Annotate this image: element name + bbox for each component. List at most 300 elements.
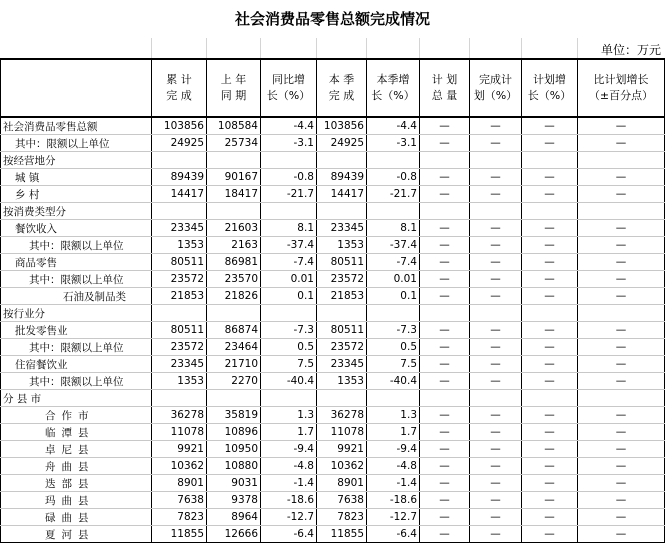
- table-row: [1, 407, 665, 424]
- dash-cell: —: [470, 509, 522, 526]
- table-row: [1, 339, 665, 356]
- dash-cell: [578, 390, 665, 407]
- table-cell: 1.3: [261, 407, 317, 424]
- table-cell: 24925: [317, 135, 367, 152]
- dash-cell: —: [578, 135, 665, 152]
- grid-line: [419, 38, 420, 58]
- dash-cell: —: [522, 288, 578, 305]
- dash-cell: —: [470, 458, 522, 475]
- dash-cell: [420, 203, 470, 220]
- table-cell: 18417: [207, 186, 261, 203]
- row-label: 商品零售: [1, 254, 152, 271]
- table-row: [1, 424, 665, 441]
- dash-cell: —: [522, 526, 578, 543]
- table-cell: 9921: [152, 441, 207, 458]
- dash-cell: [522, 203, 578, 220]
- dash-cell: —: [578, 492, 665, 509]
- row-label: 餐饮收入: [1, 220, 152, 237]
- table-cell: 23345: [152, 220, 207, 237]
- dash-cell: —: [578, 169, 665, 186]
- page-title: 社会消费品零售总额完成情况: [234, 10, 430, 28]
- column-header-line: 上 年: [220, 73, 247, 86]
- dash-cell: [420, 152, 470, 169]
- table-cell: 8901: [152, 475, 207, 492]
- row-label: 舟曲县: [1, 458, 152, 475]
- dash-cell: [420, 305, 470, 322]
- table-cell: -7.3: [367, 322, 420, 339]
- dash-cell: —: [522, 458, 578, 475]
- table-cell: 1.7: [261, 424, 317, 441]
- dash-cell: —: [522, 169, 578, 186]
- table-cell: 1353: [317, 237, 367, 254]
- table-row: [1, 458, 665, 475]
- table-cell: -9.4: [367, 441, 420, 458]
- dash-cell: —: [578, 271, 665, 288]
- dash-cell: —: [470, 186, 522, 203]
- table-cell: 0.5: [261, 339, 317, 356]
- dash-cell: —: [420, 441, 470, 458]
- table-row: [1, 271, 665, 288]
- table-cell: [207, 203, 261, 220]
- table-cell: [207, 305, 261, 322]
- column-header-line: 累 计: [166, 73, 192, 86]
- table-cell: -18.6: [261, 492, 317, 509]
- column-header-line: 计划增: [533, 73, 566, 86]
- column-header-line: 本 季: [328, 73, 355, 86]
- column-header-line: 同 期: [220, 89, 247, 102]
- dash-cell: —: [522, 373, 578, 390]
- dash-cell: —: [522, 135, 578, 152]
- table-body: [1, 117, 665, 543]
- table-cell: -6.4: [261, 526, 317, 543]
- table-cell: 86981: [207, 254, 261, 271]
- dash-cell: —: [578, 526, 665, 543]
- dash-cell: —: [522, 254, 578, 271]
- table-cell: [317, 152, 367, 169]
- table-cell: 9031: [207, 475, 261, 492]
- table-cell: 24925: [152, 135, 207, 152]
- dash-cell: —: [420, 254, 470, 271]
- row-label: 玛曲县: [1, 492, 152, 509]
- table-cell: -7.3: [261, 322, 317, 339]
- row-label: 分 县 市: [1, 390, 152, 407]
- table-cell: -6.4: [367, 526, 420, 543]
- dash-cell: —: [470, 220, 522, 237]
- table-cell: 1.7: [367, 424, 420, 441]
- table-cell: -4.4: [261, 117, 317, 135]
- table-row: [1, 390, 665, 407]
- dash-cell: —: [420, 407, 470, 424]
- table-cell: 10896: [207, 424, 261, 441]
- dash-cell: —: [522, 322, 578, 339]
- table-cell: -40.4: [261, 373, 317, 390]
- row-label: 住宿餐饮业: [1, 356, 152, 373]
- table-cell: [317, 305, 367, 322]
- dash-cell: —: [470, 526, 522, 543]
- table-cell: [261, 152, 317, 169]
- dash-cell: —: [470, 339, 522, 356]
- table-row: [1, 305, 665, 322]
- dash-cell: —: [420, 322, 470, 339]
- dash-cell: —: [578, 322, 665, 339]
- dash-cell: —: [522, 492, 578, 509]
- dash-cell: —: [578, 458, 665, 475]
- table-row: [1, 117, 665, 135]
- table-row: [1, 254, 665, 271]
- table-row: [1, 203, 665, 220]
- grid-line: [577, 38, 578, 58]
- dash-cell: —: [522, 237, 578, 254]
- row-label: 按行业分: [1, 305, 152, 322]
- table-row: [1, 526, 665, 543]
- dash-cell: —: [420, 339, 470, 356]
- table-cell: 25734: [207, 135, 261, 152]
- grid-line: [469, 38, 470, 58]
- dash-cell: —: [578, 288, 665, 305]
- table-cell: 86874: [207, 322, 261, 339]
- table-cell: 21826: [207, 288, 261, 305]
- row-label: 石油及制品类: [1, 288, 152, 305]
- table-cell: 8964: [207, 509, 261, 526]
- dash-cell: —: [470, 407, 522, 424]
- table-cell: [317, 390, 367, 407]
- table-cell: 80511: [152, 254, 207, 271]
- dash-cell: [522, 305, 578, 322]
- table-cell: -4.8: [261, 458, 317, 475]
- table-cell: 10362: [152, 458, 207, 475]
- dash-cell: —: [578, 237, 665, 254]
- table-cell: 108584: [207, 117, 261, 135]
- dash-cell: —: [578, 220, 665, 237]
- table-cell: 36278: [317, 407, 367, 424]
- column-header: [367, 59, 420, 117]
- row-label: 批发零售业: [1, 322, 152, 339]
- grid-line: [316, 38, 317, 58]
- dash-cell: —: [420, 169, 470, 186]
- table-cell: 7823: [317, 509, 367, 526]
- row-label: 夏河县: [1, 526, 152, 543]
- dash-cell: —: [578, 373, 665, 390]
- dash-cell: —: [578, 475, 665, 492]
- table-row: [1, 373, 665, 390]
- table-cell: 10362: [317, 458, 367, 475]
- table-cell: 23572: [152, 339, 207, 356]
- table-cell: [367, 203, 420, 220]
- column-header-line: 总 量: [431, 89, 458, 102]
- dash-cell: —: [420, 509, 470, 526]
- dash-cell: [522, 152, 578, 169]
- table-cell: -12.7: [367, 509, 420, 526]
- row-label: 其中：限额以上单位: [1, 373, 152, 390]
- table-row: [1, 169, 665, 186]
- table-cell: 0.01: [367, 271, 420, 288]
- unit-label: 单位：万元: [600, 43, 661, 57]
- dash-cell: —: [420, 373, 470, 390]
- table-cell: [317, 203, 367, 220]
- dash-cell: —: [420, 271, 470, 288]
- dash-cell: —: [420, 424, 470, 441]
- table-cell: 7.5: [367, 356, 420, 373]
- row-label: 合作市: [1, 407, 152, 424]
- table-cell: 23345: [317, 220, 367, 237]
- table-row: [1, 135, 665, 152]
- table-cell: -1.4: [261, 475, 317, 492]
- column-header: [420, 59, 470, 117]
- row-label: 临潭县: [1, 424, 152, 441]
- dash-cell: —: [578, 441, 665, 458]
- table-cell: 7638: [152, 492, 207, 509]
- column-header: [317, 59, 367, 117]
- table-cell: 2270: [207, 373, 261, 390]
- dash-cell: —: [420, 237, 470, 254]
- table-cell: 10950: [207, 441, 261, 458]
- dash-cell: —: [522, 475, 578, 492]
- column-header-line: 本季增: [376, 73, 410, 86]
- dash-cell: —: [420, 117, 470, 135]
- dash-cell: —: [578, 339, 665, 356]
- table-cell: 14417: [152, 186, 207, 203]
- column-header: [152, 59, 207, 117]
- table-cell: 7638: [317, 492, 367, 509]
- column-header-line: 完 成: [328, 89, 355, 102]
- table-header: [1, 59, 665, 117]
- row-label: 卓尼县: [1, 441, 152, 458]
- dash-cell: —: [420, 186, 470, 203]
- column-header: [522, 59, 578, 117]
- table-cell: 35819: [207, 407, 261, 424]
- dash-cell: —: [420, 220, 470, 237]
- dash-cell: —: [522, 509, 578, 526]
- sales-table: [0, 58, 665, 543]
- dash-cell: [470, 203, 522, 220]
- table-cell: 8.1: [367, 220, 420, 237]
- table-cell: 8.1: [261, 220, 317, 237]
- row-label: 按经营地分: [1, 152, 152, 169]
- dash-cell: —: [470, 373, 522, 390]
- table-cell: 11078: [317, 424, 367, 441]
- dash-cell: —: [420, 356, 470, 373]
- table-cell: -4.4: [367, 117, 420, 135]
- table-cell: 0.5: [367, 339, 420, 356]
- column-header-line: 长（%）: [371, 89, 415, 102]
- table-row: [1, 237, 665, 254]
- row-label: 迭部县: [1, 475, 152, 492]
- table-cell: 23572: [317, 339, 367, 356]
- column-header-line: 完 成: [166, 89, 192, 102]
- dash-cell: [420, 390, 470, 407]
- dash-cell: —: [578, 356, 665, 373]
- table-cell: [367, 152, 420, 169]
- dash-cell: —: [470, 424, 522, 441]
- table-cell: 2163: [207, 237, 261, 254]
- dash-cell: —: [522, 424, 578, 441]
- dash-cell: —: [522, 356, 578, 373]
- dash-cell: [578, 152, 665, 169]
- table-cell: -7.4: [261, 254, 317, 271]
- row-label: 其中：限额以上单位: [1, 135, 152, 152]
- dash-cell: —: [578, 254, 665, 271]
- dash-cell: —: [470, 322, 522, 339]
- row-label: 碌曲县: [1, 509, 152, 526]
- column-header-line: 长（%）: [266, 89, 311, 102]
- table-cell: -3.1: [261, 135, 317, 152]
- dash-cell: —: [470, 288, 522, 305]
- table-cell: -37.4: [367, 237, 420, 254]
- table-cell: -21.7: [367, 186, 420, 203]
- column-header-line: 划（%）: [473, 89, 518, 102]
- table-cell: 89439: [152, 169, 207, 186]
- dash-cell: —: [470, 237, 522, 254]
- dash-cell: —: [522, 186, 578, 203]
- table-cell: 103856: [152, 117, 207, 135]
- table-cell: 11078: [152, 424, 207, 441]
- table-cell: 80511: [317, 322, 367, 339]
- dash-cell: —: [470, 441, 522, 458]
- dash-cell: —: [420, 492, 470, 509]
- table-cell: 23570: [207, 271, 261, 288]
- table-cell: -37.4: [261, 237, 317, 254]
- table-cell: 89439: [317, 169, 367, 186]
- table-cell: -4.8: [367, 458, 420, 475]
- column-header-line: 长（%）: [527, 89, 572, 102]
- table-cell: -21.7: [261, 186, 317, 203]
- table-cell: 0.1: [367, 288, 420, 305]
- column-header: [470, 59, 522, 117]
- dash-cell: —: [522, 220, 578, 237]
- table-row: [1, 186, 665, 203]
- column-header-line: 计 划: [431, 73, 458, 86]
- column-header-line: 同比增: [272, 73, 305, 86]
- dash-cell: —: [522, 271, 578, 288]
- unit-row: [0, 38, 665, 58]
- row-label: 其中：限额以上单位: [1, 271, 152, 288]
- table-cell: 12666: [207, 526, 261, 543]
- dash-cell: —: [522, 339, 578, 356]
- table-cell: [152, 305, 207, 322]
- table-cell: 21603: [207, 220, 261, 237]
- table-cell: 9378: [207, 492, 261, 509]
- table-cell: -12.7: [261, 509, 317, 526]
- table-cell: 21853: [317, 288, 367, 305]
- table-cell: 23345: [152, 356, 207, 373]
- table-cell: [152, 152, 207, 169]
- table-row: [1, 220, 665, 237]
- table-cell: 23464: [207, 339, 261, 356]
- table-cell: 11855: [317, 526, 367, 543]
- table-cell: 1353: [152, 373, 207, 390]
- table-cell: [261, 390, 317, 407]
- table-row: [1, 356, 665, 373]
- table-cell: -1.4: [367, 475, 420, 492]
- dash-cell: —: [420, 135, 470, 152]
- table-cell: 23572: [317, 271, 367, 288]
- row-label: 社会消费品零售总额: [1, 117, 152, 135]
- dash-cell: —: [420, 526, 470, 543]
- dash-cell: —: [420, 458, 470, 475]
- dash-cell: —: [420, 475, 470, 492]
- dash-cell: —: [522, 441, 578, 458]
- table-cell: 21710: [207, 356, 261, 373]
- table-cell: [367, 305, 420, 322]
- table-cell: -7.4: [367, 254, 420, 271]
- table-cell: 103856: [317, 117, 367, 135]
- grid-line: [260, 38, 261, 58]
- dash-cell: [470, 305, 522, 322]
- table-cell: -0.8: [261, 169, 317, 186]
- dash-cell: —: [522, 407, 578, 424]
- column-header: [1, 59, 152, 117]
- dash-cell: [470, 152, 522, 169]
- table-row: [1, 509, 665, 526]
- dash-cell: [578, 305, 665, 322]
- column-header: [578, 59, 665, 117]
- row-label: 其中：限额以上单位: [1, 339, 152, 356]
- column-header-line: 比计划增长: [593, 73, 649, 86]
- dash-cell: —: [578, 407, 665, 424]
- column-header-line: 完成计: [479, 73, 512, 86]
- table-cell: 1353: [317, 373, 367, 390]
- dash-cell: —: [420, 288, 470, 305]
- dash-cell: —: [578, 509, 665, 526]
- dash-cell: —: [522, 117, 578, 135]
- table-cell: -18.6: [367, 492, 420, 509]
- dash-cell: [470, 390, 522, 407]
- table-cell: 7823: [152, 509, 207, 526]
- dash-cell: —: [470, 254, 522, 271]
- table-cell: 90167: [207, 169, 261, 186]
- dash-cell: —: [470, 492, 522, 509]
- table-cell: -3.1: [367, 135, 420, 152]
- column-header: [261, 59, 317, 117]
- table-cell: [261, 203, 317, 220]
- table-row: [1, 492, 665, 509]
- dash-cell: —: [578, 424, 665, 441]
- table-cell: 23572: [152, 271, 207, 288]
- table-cell: [261, 305, 317, 322]
- table-cell: 36278: [152, 407, 207, 424]
- dash-cell: —: [470, 135, 522, 152]
- table-cell: 1353: [152, 237, 207, 254]
- table-cell: 14417: [317, 186, 367, 203]
- table-cell: 7.5: [261, 356, 317, 373]
- dash-cell: —: [470, 117, 522, 135]
- table-cell: 10880: [207, 458, 261, 475]
- column-header: [207, 59, 261, 117]
- table-cell: 23345: [317, 356, 367, 373]
- table-row: [1, 441, 665, 458]
- table-cell: -0.8: [367, 169, 420, 186]
- table-cell: -9.4: [261, 441, 317, 458]
- table-cell: 9921: [317, 441, 367, 458]
- table-cell: 0.01: [261, 271, 317, 288]
- table-cell: [207, 390, 261, 407]
- table-cell: 0.1: [261, 288, 317, 305]
- table-cell: [367, 390, 420, 407]
- table-cell: 11855: [152, 526, 207, 543]
- table-row: [1, 288, 665, 305]
- table-cell: 80511: [152, 322, 207, 339]
- row-label: 城 镇: [1, 169, 152, 186]
- dash-cell: —: [578, 186, 665, 203]
- grid-line: [206, 38, 207, 58]
- dash-cell: —: [470, 475, 522, 492]
- dash-cell: —: [470, 169, 522, 186]
- table-cell: 80511: [317, 254, 367, 271]
- table-cell: 1.3: [367, 407, 420, 424]
- row-label: 乡 村: [1, 186, 152, 203]
- dash-cell: —: [470, 356, 522, 373]
- table-cell: 8901: [317, 475, 367, 492]
